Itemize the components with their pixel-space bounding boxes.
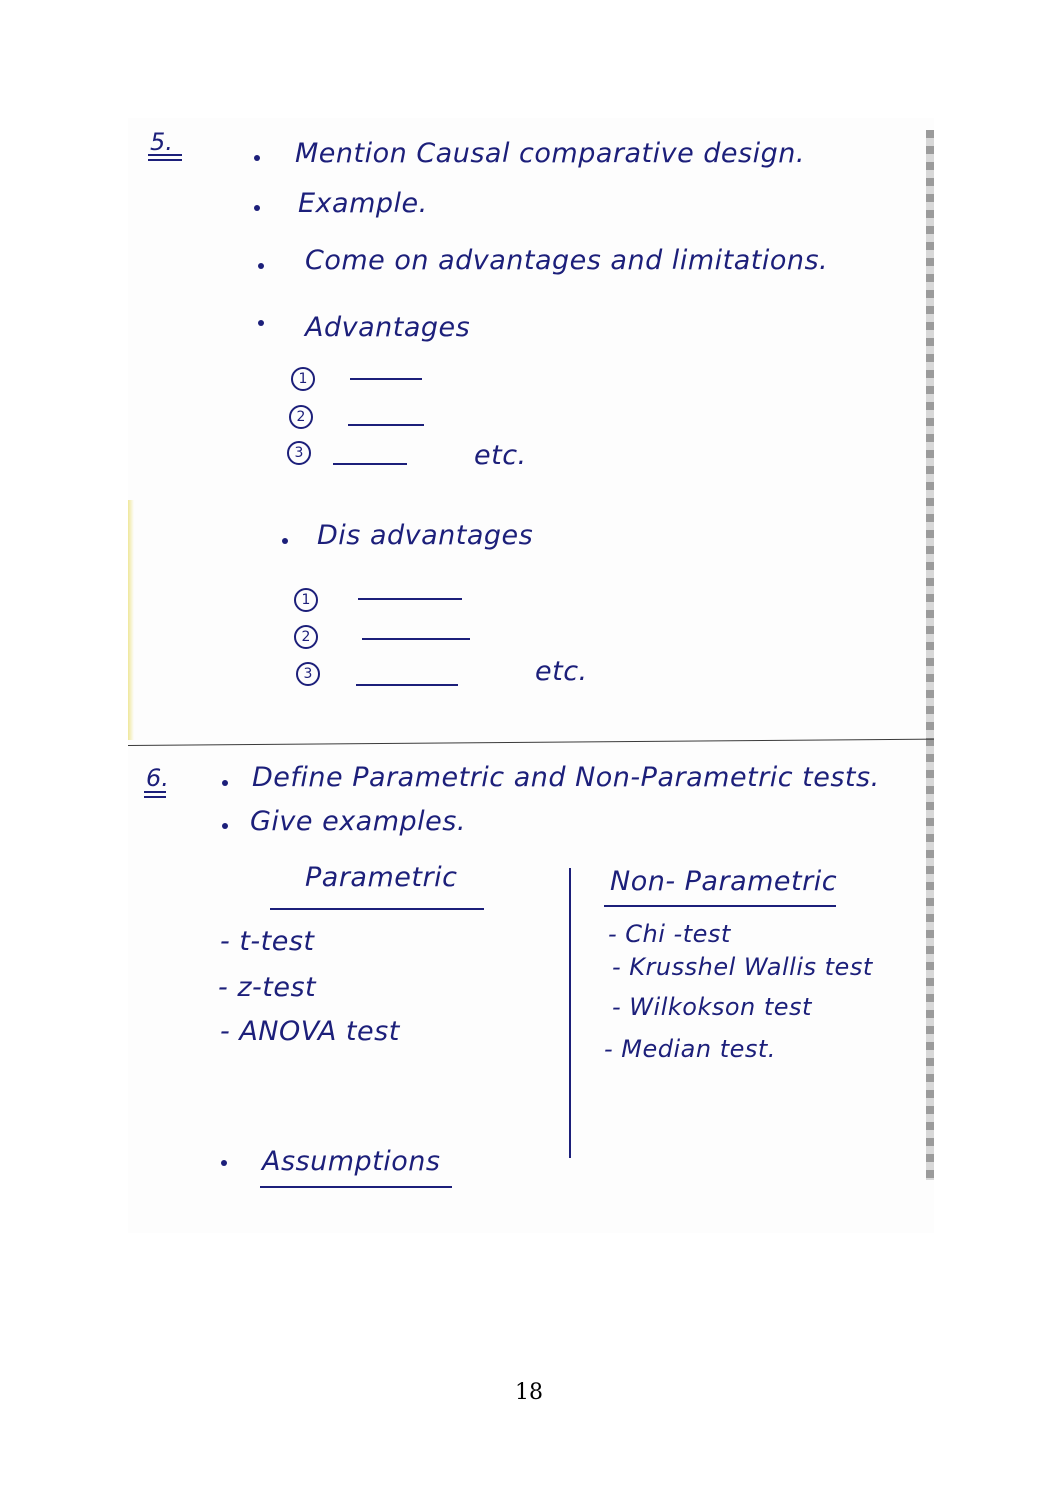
advantage-blank-3	[333, 463, 407, 465]
non-parametric-underline	[604, 905, 836, 907]
notebook-scan	[128, 118, 934, 1233]
disadvantages-etc: etc.	[535, 656, 588, 687]
advantage-blank-2	[348, 424, 424, 426]
advantages-heading: Advantages	[305, 312, 471, 343]
page-number: 18	[515, 1380, 543, 1405]
disadvantage-blank-3	[356, 684, 458, 686]
parametric-heading: Parametric	[305, 862, 458, 893]
disadvantage-blank-1	[358, 598, 462, 600]
non-parametric-item-4: - Median test.	[604, 1035, 776, 1063]
bullet-dot	[258, 320, 264, 326]
parametric-item-2: - z-test	[218, 972, 317, 1003]
disadvantage-number-1: 1	[294, 588, 318, 612]
assumptions-underline	[260, 1186, 452, 1188]
q5-bullet-1: Mention Causal comparative design.	[295, 138, 805, 169]
assumptions-heading: Assumptions	[262, 1146, 441, 1177]
disadvantage-number-3: 3	[296, 662, 320, 686]
advantage-number-3: 3	[287, 441, 311, 465]
bullet-dot	[222, 780, 228, 786]
q5-bullet-2: Example.	[298, 188, 428, 219]
non-parametric-item-3: - Wilkokson test	[612, 993, 812, 1021]
bullet-dot	[282, 538, 288, 544]
question-6-underline	[144, 791, 166, 793]
advantage-number-2: 2	[289, 405, 313, 429]
disadvantage-number-2: 2	[294, 625, 318, 649]
bullet-dot	[254, 155, 260, 161]
column-separator	[569, 868, 571, 1158]
non-parametric-item-2: - Krusshel Wallis test	[612, 953, 873, 981]
non-parametric-item-1: - Chi -test	[608, 920, 731, 948]
non-parametric-heading: Non- Parametric	[610, 866, 838, 897]
question-6-underline-2	[144, 796, 166, 798]
advantage-number-1: 1	[291, 367, 315, 391]
parametric-underline	[270, 908, 484, 910]
bullet-dot	[221, 1160, 227, 1166]
paper-yellow-edge	[128, 500, 134, 740]
bullet-dot	[222, 823, 228, 829]
question-5-underline-2	[148, 159, 182, 161]
disadvantages-heading: Dis advantages	[317, 520, 534, 551]
question-5-underline	[148, 154, 182, 156]
q5-bullet-3: Come on advantages and limitations.	[305, 245, 829, 276]
parametric-item-3: - ANOVA test	[220, 1016, 400, 1047]
notebook-spine	[926, 130, 934, 1180]
q6-bullet-1: Define Parametric and Non-Parametric tests.	[252, 762, 880, 793]
disadvantage-blank-2	[362, 638, 470, 640]
bullet-dot	[258, 263, 264, 269]
q6-bullet-2: Give examples.	[250, 806, 466, 837]
bullet-dot	[254, 205, 260, 211]
question-5-number: 5.	[150, 128, 173, 156]
parametric-item-1: - t-test	[220, 926, 315, 957]
advantages-etc: etc.	[474, 440, 527, 471]
question-6-number: 6.	[146, 764, 169, 792]
advantage-blank-1	[350, 378, 422, 380]
